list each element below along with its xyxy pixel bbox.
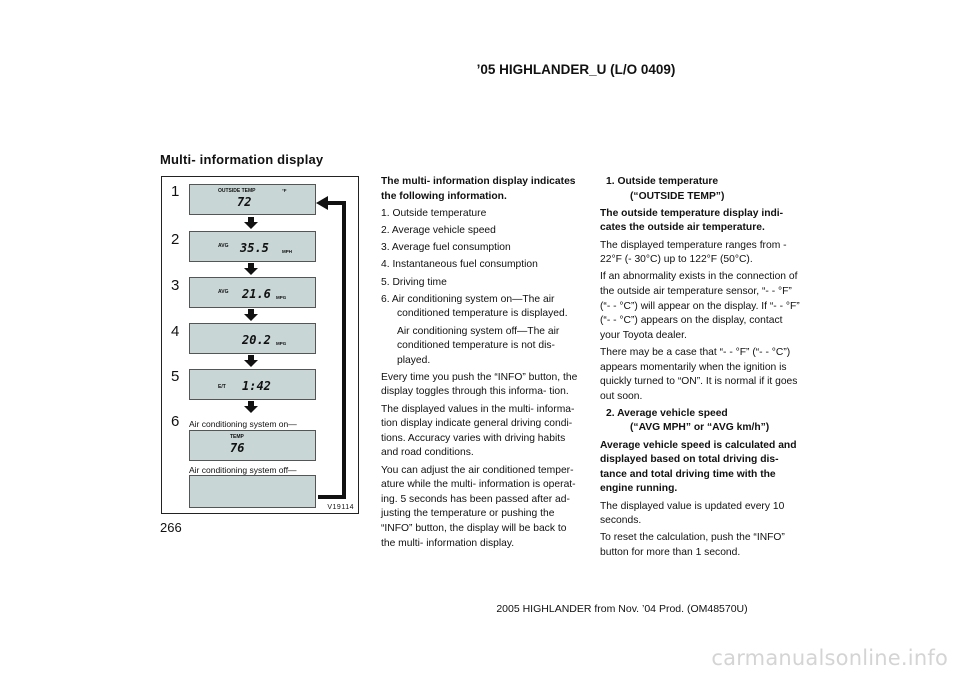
- bold-paragraph: The outside temperature display indi- cates the outside air temperature.: [600, 207, 784, 234]
- paragraph: The displayed temperature ranges from - 22°F (- 30°C) up to 122°F (50°C).: [600, 239, 787, 266]
- step-number: 2: [171, 231, 180, 248]
- display-unit: °F: [282, 188, 287, 193]
- list-item: 2. Average vehicle speed: [381, 224, 496, 236]
- list-item: 1. Outside temperature: [381, 207, 487, 219]
- down-arrow-icon: [244, 401, 258, 413]
- list-item: 4. Instantaneous fuel consumption: [381, 259, 538, 271]
- display-panel-driving-time: [189, 369, 316, 400]
- ac-off-label: Air conditioning system off—: [189, 465, 297, 475]
- page-footer: [0, 603, 960, 615]
- step-number: 4: [171, 323, 180, 340]
- paragraph: If an abnormality exists in the connection of the outside air temperature sensor, “- - °F” (“- - °C”) will appear on the display. If “- - °F” (“- - °C”) appears on the display, contact your Toyota dealer.: [600, 271, 800, 341]
- watermark: carmanualsonline.info: [711, 646, 948, 670]
- ac-on-label: Air conditioning system on—: [189, 419, 297, 429]
- page-number: 266: [160, 520, 182, 535]
- subheading-line: (“AVG MPH” or “AVG km/h”): [630, 422, 770, 434]
- step-number: 5: [171, 368, 180, 385]
- display-panel-ac-on: [189, 430, 316, 461]
- display-value: 76: [230, 441, 245, 455]
- intro-text: The multi- information display indicates the following information.: [381, 176, 576, 202]
- figure-code: V19114: [327, 504, 354, 511]
- list-item: 3. Average fuel consumption: [381, 242, 511, 254]
- display-label: AVG: [218, 243, 229, 249]
- step-number: 1: [171, 183, 180, 200]
- display-value: 72: [237, 195, 252, 209]
- display-unit: MPH: [282, 249, 292, 254]
- display-value: 21.6: [242, 287, 271, 301]
- display-value: 1:42: [242, 379, 271, 393]
- display-unit: MPG: [276, 341, 287, 346]
- footer-text: 2005 HIGHLANDER from Nov. ’04 Prod. (OM48570U): [496, 603, 748, 615]
- subheading-outside-temp: [600, 175, 800, 204]
- display-label: E/T: [218, 384, 226, 390]
- down-arrow-icon: [244, 355, 258, 367]
- page-header: [0, 62, 960, 77]
- subheading-line: 2. Average vehicle speed: [606, 407, 728, 419]
- display-value: 20.2: [242, 333, 271, 347]
- text-column-1: [381, 175, 579, 554]
- subheading-avg-speed: [600, 407, 800, 436]
- subheading-line: (“OUTSIDE TEMP”): [630, 190, 725, 202]
- display-panel-instant-fuel: [189, 323, 316, 354]
- subheading-line: 1. Outside temperature: [606, 176, 719, 187]
- multi-info-figure: [161, 176, 359, 514]
- display-unit: MPG: [276, 295, 287, 300]
- paragraph: You can adjust the air conditioned temper- ature while the multi- information is operat- ing. 5 seconds has been passed after ad- justing the temperature or pushing the “INFO” button, the display will be back to the multi- information display.: [381, 464, 576, 549]
- paragraph: The displayed value is updated every 10 seconds.: [600, 500, 785, 527]
- display-label: AVG: [218, 289, 229, 295]
- display-panel-outside-temp: [189, 184, 316, 215]
- display-panel-ac-off: [189, 475, 316, 508]
- display-label: TEMP: [230, 434, 244, 440]
- bold-paragraph: Average vehicle speed is calculated and displayed based on total driving dis- tance and total driving time with the engine running.: [600, 439, 797, 495]
- step-number: 6: [171, 413, 180, 430]
- down-arrow-icon: [244, 217, 258, 229]
- header-title: ’05 HIGHLANDER_U (L/O 0409): [476, 62, 676, 77]
- list-item-continued: Air conditioning system off—The air conditioned temperature is not dis- played.: [397, 325, 560, 366]
- step-number: 3: [171, 277, 180, 294]
- paragraph: The displayed values in the multi- informa- tion display indicate general driving condi- tions. Accuracy varies with driving habits and road conditions.: [381, 403, 575, 459]
- paragraph: Every time you push the “INFO” button, the display toggles through this informa- tion.: [381, 371, 578, 398]
- text-column-2: [600, 175, 800, 563]
- section-title: Multi- information display: [160, 152, 324, 167]
- return-arrow-icon: [314, 193, 352, 503]
- display-value: 35.5: [240, 241, 269, 255]
- list-item: 6. Air conditioning system on—The air conditioned temperature is displayed.: [381, 293, 568, 320]
- list-item: 5. Driving time: [381, 276, 447, 288]
- down-arrow-icon: [244, 263, 258, 275]
- paragraph: To reset the calculation, push the “INFO” button for more than 1 second.: [600, 532, 785, 558]
- down-arrow-icon: [244, 309, 258, 321]
- display-panel-avg-speed: [189, 231, 316, 262]
- display-label: OUTSIDE TEMP: [218, 188, 256, 194]
- paragraph: There may be a case that “- - °F” (“- - °C”) appears momentarily when the ignition is quickly turned to “ON”. It is normal if it goes out soon.: [600, 346, 798, 402]
- display-panel-avg-fuel: [189, 277, 316, 308]
